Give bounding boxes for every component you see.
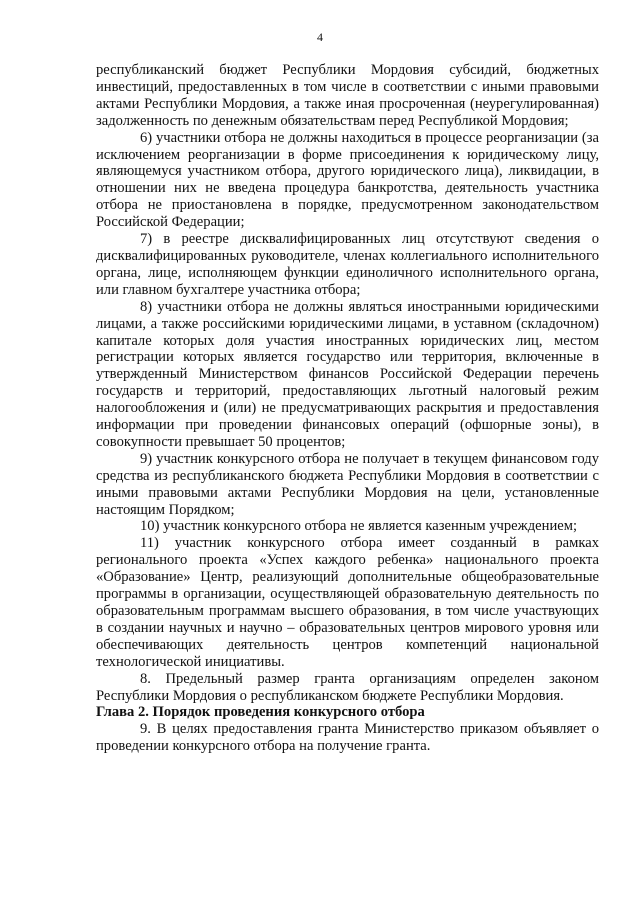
paragraph-item-10: 10) участник конкурсного отбора не является казенным учреждением; [140, 518, 578, 535]
page-number: 4 [317, 30, 323, 44]
document-body [96, 62, 599, 755]
paragraph-item-7: 7) в реестре дисквалифицированных лиц отсутствуют сведения о дисквалифицированных руководителе, членах коллегиального исполнительного органа, лице, исполняющем функции единоличного исполнительного органа, или главном бухгалтере участника отбора; [96, 231, 599, 298]
paragraph-continuation: республиканский бюджет Республики Мордовия субсидий, бюджетных инвестиций, предоставленных в том числе в соответствии с иными правовыми актами Республики Мордовия, а также иная просроченная (неурегулированная) задолженность по денежным обязательствам перед Республикой Мордовия; [96, 62, 599, 129]
paragraph-clause-8: 8. Предельный размер гранта организациям определен законом Республики Мордовия о республиканском бюджете Республики Мордовия. [96, 670, 599, 704]
paragraph-item-6: 6) участники отбора не должны находиться в процессе реорганизации (за исключением реорганизации в форме присоединения к юридическому лицу, являющемуся участником отбора, другого юридического лица), ликвидации, в отношении них не введена процедура банкротства, деятельность участника отбора не приостановлена в порядке, предусмотренном законодательством Российской Федерации; [96, 129, 599, 231]
paragraph-item-9: 9) участник конкурсного отбора не получает в текущем финансовом году средства из республиканского бюджета Республики Мордовия в соответствии с иными правовыми актами Республики Мордовия на цели, установленные настоящим Порядком; [96, 450, 599, 518]
paragraph-item-8: 8) участники отбора не должны являться иностранными юридическими лицами, а также российскими юридическими лицами, в уставном (складочном) капитале которых доля участия иностранных юридических лиц, местом регистрации которых является государство или территория, включенные в утвержденный Министерством финансов Российской Федерации перечень государств и территорий, предоставляющих льготный налоговый режим налогообложения и (или) не предусматривающих раскрытия и предоставления информации при проведении финансовых операций (офшорные зоны), в совокупности превышает 50 процентов; [96, 298, 599, 450]
paragraph-item-11: 11) участник конкурсного отбора имеет созданный в рамках регионального проекта «Успех каждого ребенка» национального проекта «Образование» Центр, реализующий дополнительные общеобразовательные программы в организации, осуществляющей образовательную деятельность по образовательным программам высшего образования, в том числе участвующих в создании научных и научно – образовательных центров мирового уровня или обеспечивающих деятельность центров компетенций национальной технологической инициативы. [96, 535, 599, 670]
chapter-title: Глава 2. Порядок проведения конкурсного отбора [96, 704, 425, 721]
paragraph-clause-9: 9. В целях предоставления гранта Министерство приказом объявляет о проведении конкурсного отбора на получение гранта. [96, 721, 599, 755]
